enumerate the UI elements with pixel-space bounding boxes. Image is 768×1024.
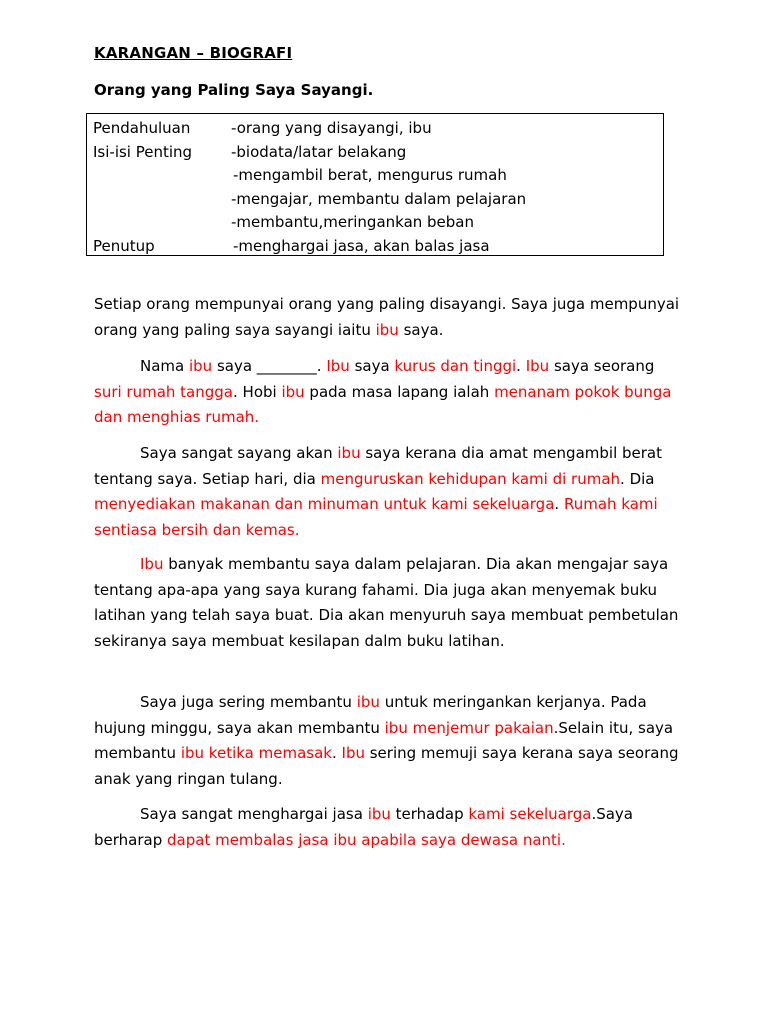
- text-span: banyak membantu saya dalam pelajaran. Dia akan mengajar saya tentang apa-apa yang saya kurang fahami. Dia juga akan menyemak buku latihan yang telah saya buat. Dia akan menyuruh saya membuat pembetulan sekiranya saya membuat kesilapan dalm buku latihan.: [94, 555, 679, 650]
- text-span: saya seorang: [549, 357, 655, 375]
- highlight-span: Rumah kami sentiasa bersih dan kemas.: [94, 495, 658, 539]
- text-span: .Selain itu, saya membantu: [94, 718, 674, 762]
- text-span: .: [331, 744, 342, 762]
- text-span: saya.: [398, 320, 444, 339]
- highlight-span: menguruskan kehidupan kami di rumah: [320, 469, 621, 488]
- text-span: Nama: [140, 357, 189, 375]
- essay-subtitle: Orang yang Paling Saya Sayangi.: [94, 81, 374, 99]
- text-span: sering memuji saya kerana saya seorang anak yang ringan tulang.: [94, 744, 679, 788]
- paragraph-intro: [94, 292, 684, 343]
- paragraph-helping: [94, 690, 684, 792]
- highlight-span: kurus dan tinggi: [394, 357, 517, 375]
- highlight-span: menyediakan makanan dan minuman untuk kami sekeluarga: [94, 495, 555, 513]
- highlight-span: ibu: [337, 444, 361, 462]
- highlight-span: ibu: [375, 320, 399, 339]
- highlight-span: dapat membalas jasa ibu apabila saya dewasa nanti.: [167, 830, 566, 849]
- paragraph-closing: [94, 802, 684, 853]
- highlight-span: ibu: [367, 805, 391, 823]
- text-span: .: [554, 495, 564, 513]
- text-span: terhadap: [390, 805, 469, 823]
- outline-box: [86, 113, 664, 256]
- paragraph-biodata: [94, 354, 684, 431]
- text-span: Saya juga sering membantu: [140, 693, 357, 711]
- outline-value: -biodata/latar belakang: [231, 143, 407, 161]
- paragraph-studies: [94, 552, 684, 654]
- highlight-span: suri rumah tangga: [94, 382, 233, 401]
- highlight-span: Ibu: [525, 357, 550, 375]
- document-title: KARANGAN – BIOGRAFI: [94, 44, 293, 62]
- highlight-span: kami sekeluarga: [468, 805, 592, 823]
- text-span: saya ________.: [212, 357, 327, 375]
- text-span: Saya sangat sayang akan: [140, 444, 338, 462]
- text-span: pada masa lapang ialah: [304, 382, 495, 401]
- highlight-span: ibu: [188, 357, 213, 375]
- outline-value: -membantu,meringankan beban: [231, 213, 475, 231]
- highlight-span: ibu: [356, 693, 380, 711]
- highlight-span: Ibu: [140, 555, 164, 573]
- highlight-span: ibu menjemur pakaian: [384, 718, 554, 737]
- text-span: .: [516, 357, 526, 375]
- highlight-span: menanam pokok bunga dan menghias rumah.: [94, 382, 672, 426]
- text-span: saya kerana dia amat mengambil berat tentang saya. Setiap hari, dia: [94, 444, 662, 488]
- highlight-span: Ibu: [326, 357, 350, 375]
- outline-value: -menghargai jasa, akan balas jasa: [233, 237, 490, 255]
- outline-label: Penutup: [93, 237, 155, 255]
- highlight-span: Ibu: [341, 744, 365, 762]
- text-span: Saya sangat menghargai jasa: [140, 805, 368, 823]
- outline-value: -orang yang disayangi, ibu: [231, 119, 432, 137]
- text-span: untuk meringankan kerjanya. Pada hujung minggu, saya akan membantu: [94, 693, 647, 737]
- text-span: . Hobi: [233, 382, 282, 401]
- text-span: saya: [349, 357, 395, 375]
- highlight-span: ibu: [281, 382, 305, 401]
- outline-label: Isi-isi Penting: [93, 143, 193, 161]
- outline-label: Pendahuluan: [93, 119, 191, 137]
- highlight-span: ibu ketika memasak: [180, 744, 332, 762]
- outline-value: -mengambil berat, mengurus rumah: [233, 166, 507, 184]
- text-span: Setiap orang mempunyai orang yang paling disayangi. Saya juga mempunyai orang yang paling saya sayangi iaitu: [94, 295, 680, 339]
- outline-value: -mengajar, membantu dalam pelajaran: [231, 190, 527, 208]
- text-span: . Dia: [620, 469, 655, 488]
- text-span: .Saya berharap: [94, 805, 634, 849]
- paragraph-care: [94, 441, 684, 543]
